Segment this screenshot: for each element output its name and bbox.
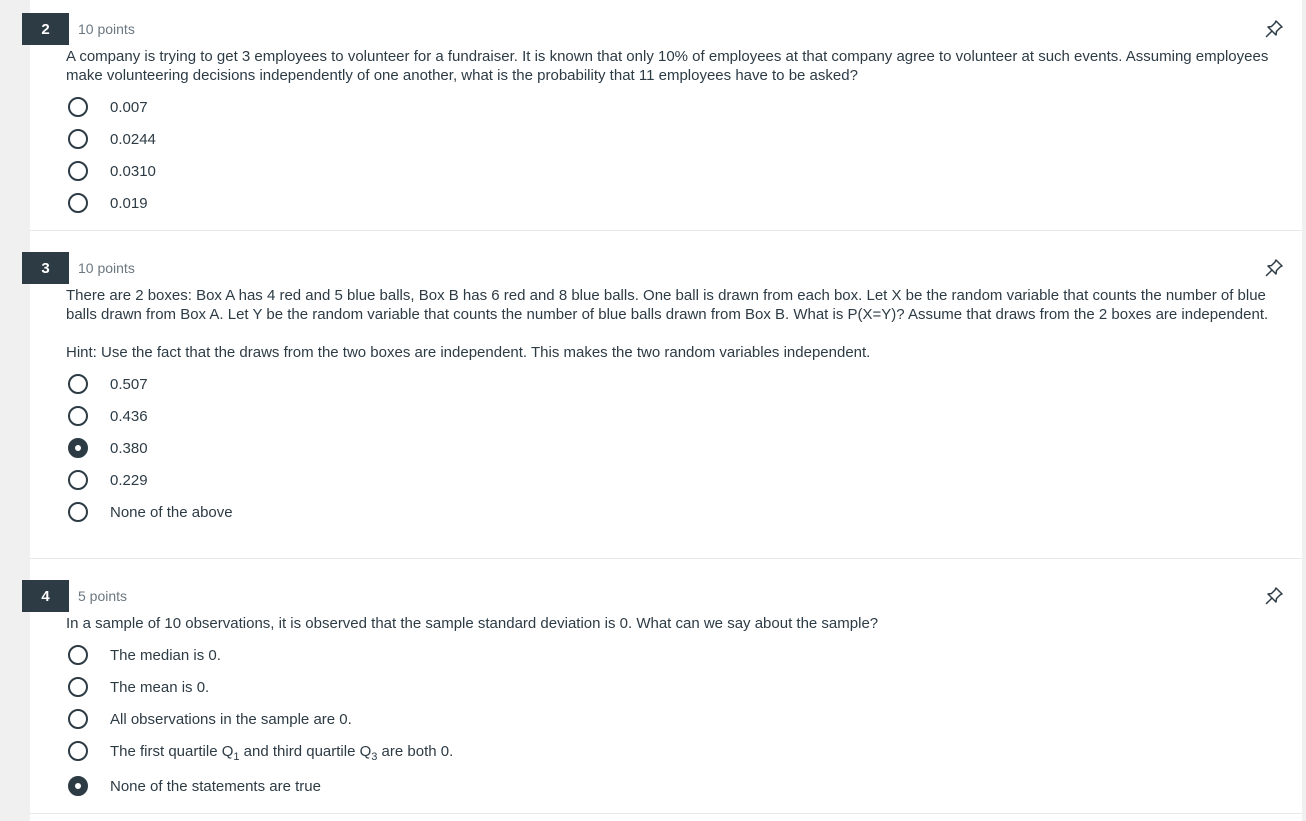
answer-label: 0.436 <box>110 407 148 425</box>
answer-option[interactable] <box>66 767 1302 805</box>
radio-button[interactable] <box>68 374 88 394</box>
answer-option[interactable] <box>66 91 1302 123</box>
answer-label: All observations in the sample are 0. <box>110 710 352 728</box>
answer-label: The mean is 0. <box>110 678 210 696</box>
answer-option[interactable] <box>66 703 1302 735</box>
question-divider <box>30 230 1302 231</box>
subscript: 3 <box>371 750 378 763</box>
question-divider <box>30 558 1302 559</box>
answer-label: 0.007 <box>110 98 148 116</box>
answer-option[interactable] <box>66 432 1302 464</box>
question-text <box>66 47 1292 85</box>
radio-button[interactable] <box>68 470 88 490</box>
question-number: 2 <box>22 13 69 45</box>
answer-label: None of the above <box>110 503 233 521</box>
answer-option[interactable] <box>66 400 1302 432</box>
pin-icon[interactable] <box>1262 256 1286 280</box>
answer-list <box>66 368 1302 528</box>
answer-label: 0.0310 <box>110 162 156 180</box>
question-points: 10 points <box>78 260 135 276</box>
answer-list <box>66 91 1302 219</box>
question-4 <box>22 580 1302 805</box>
answer-option[interactable] <box>66 464 1302 496</box>
question-number: 3 <box>22 252 69 284</box>
radio-button-selected[interactable] <box>68 438 88 458</box>
radio-button[interactable] <box>68 677 88 697</box>
radio-button[interactable] <box>68 709 88 729</box>
radio-button[interactable] <box>68 645 88 665</box>
question-number: 4 <box>22 580 69 612</box>
answer-label: The median is 0. <box>110 646 221 664</box>
label-part: and third quartile Q <box>239 742 372 760</box>
answer-label: 0.019 <box>110 194 148 212</box>
answer-label: None of the statements are true <box>110 777 321 795</box>
radio-button[interactable] <box>68 741 88 761</box>
answer-option[interactable] <box>66 123 1302 155</box>
question-paragraph: There are 2 boxes: Box A has 4 red and 5 blue balls, Box B has 6 red and 8 blue balls. One ball is drawn from each box. Let X be the random variable that counts the number of blue balls drawn from Box A. Let Y be the random variable that counts the number of blue balls drawn from Box B. What is P(X=Y)? Assume that draws from the 2 boxes are independent. <box>66 287 1269 323</box>
question-hint: Hint: Use the fact that the draws from the two boxes are independent. This makes the two random variables independent. <box>66 344 871 361</box>
question-header <box>22 13 1302 45</box>
radio-button[interactable] <box>68 161 88 181</box>
question-points: 5 points <box>78 588 128 604</box>
question-divider <box>30 813 1302 814</box>
answer-option[interactable] <box>66 368 1302 400</box>
radio-button[interactable] <box>68 502 88 522</box>
radio-button[interactable] <box>68 97 88 117</box>
radio-button[interactable] <box>68 406 88 426</box>
question-header <box>22 580 1302 612</box>
label-part: are both 0. <box>377 742 454 760</box>
radio-button[interactable] <box>68 193 88 213</box>
question-text <box>66 614 1292 633</box>
radio-button[interactable] <box>68 129 88 149</box>
answer-label: 0.507 <box>110 375 148 393</box>
question-paragraph: In a sample of 10 observations, it is observed that the sample standard deviation is 0. What can we say about the sample? <box>66 615 879 632</box>
answer-label: 0.229 <box>110 471 148 489</box>
answer-option[interactable] <box>66 155 1302 187</box>
question-header <box>22 252 1302 284</box>
question-text <box>66 286 1292 362</box>
answer-label-quartiles <box>110 742 454 763</box>
answer-label: 0.380 <box>110 439 148 457</box>
pin-icon[interactable] <box>1262 584 1286 608</box>
question-points: 10 points <box>78 21 135 37</box>
answer-option[interactable] <box>66 496 1302 528</box>
answer-option[interactable] <box>66 735 1302 767</box>
answer-option[interactable] <box>66 639 1302 671</box>
question-2 <box>22 13 1302 219</box>
label-part: The first quartile Q <box>110 742 234 760</box>
question-paragraph: A company is trying to get 3 employees to volunteer for a fundraiser. It is known that only 10% of employees at that company agree to volunteer at such events. Assuming employees make volunteering decisions independently of one another, what is the probability that 11 employees have to be asked? <box>66 48 1269 84</box>
answer-label: 0.0244 <box>110 130 156 148</box>
answer-option[interactable] <box>66 187 1302 219</box>
pin-icon[interactable] <box>1262 17 1286 41</box>
answer-list <box>66 639 1302 805</box>
radio-button-selected[interactable] <box>68 776 88 796</box>
answer-option[interactable] <box>66 671 1302 703</box>
subscript: 1 <box>233 750 240 763</box>
question-3 <box>22 252 1302 528</box>
